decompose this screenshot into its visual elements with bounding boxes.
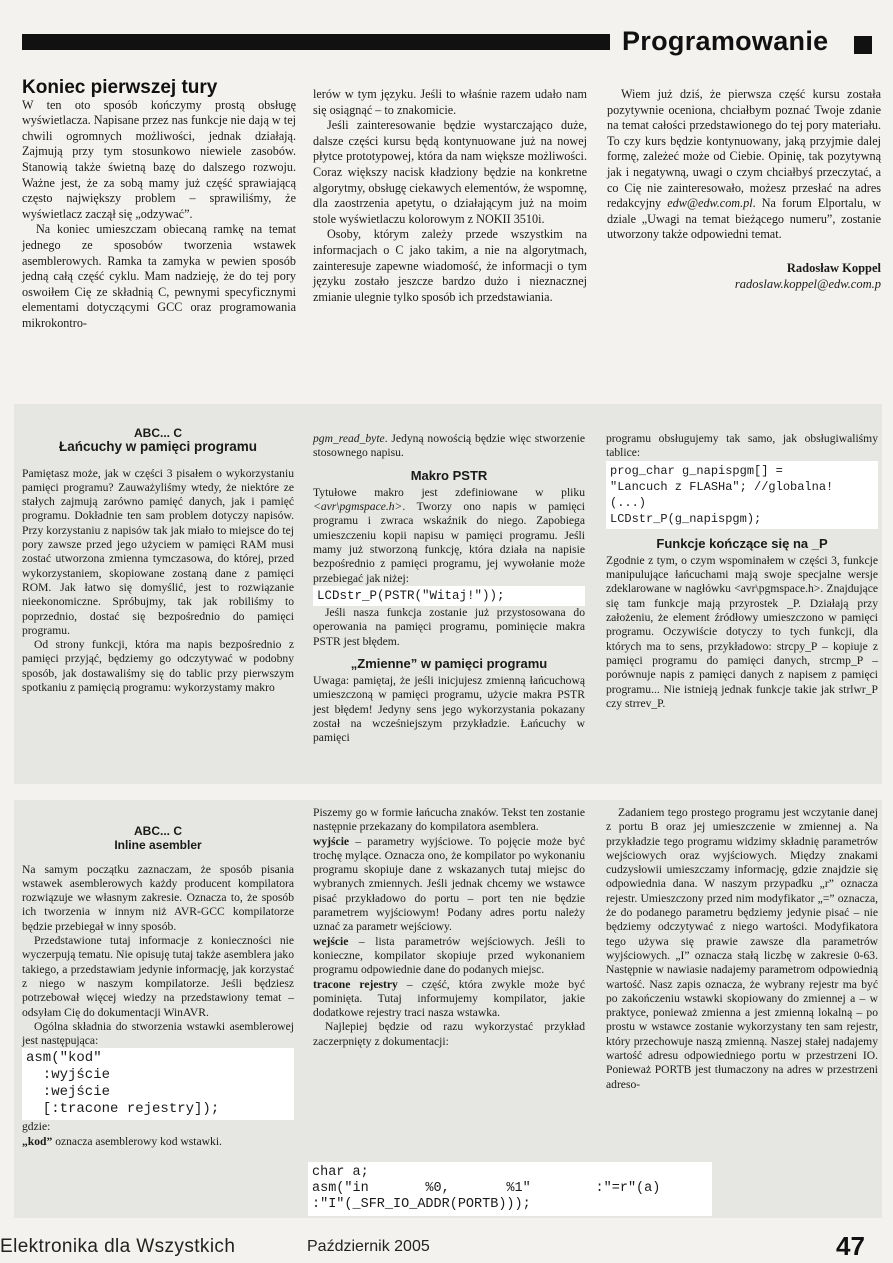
paragraph: Osoby, którym zależy przede wszystkim na informacjach o C jako takim, a nie na algorytmach, zainteresuje zapewne wiadomość, że informacji o tym języku zostało jeszcze bardzo dużo i nieznacznej zmianie ulegnie tylko sposób ich przedstawiania. — [313, 227, 587, 304]
box2-header-label: ABC... C — [134, 824, 182, 838]
paragraph-text: oznacza asemblerowy kod wstawki. — [52, 1134, 222, 1148]
paragraph: Jeśli nasza funkcja zostanie już przystosowana do operowania na pamięci programu, pominięcie makra PSTR jest błędem. — [313, 605, 585, 648]
paragraph: Ogólna składnia do stworzenia wstawki asemblerowej jest następująca: — [22, 1019, 294, 1048]
email-link[interactable]: edw@edw.com.pl — [667, 196, 753, 211]
box1-header-title: Łańcuchy w pamięci programu — [58, 439, 258, 455]
subheading-pstr: Makro PSTR — [410, 467, 488, 483]
code-block: LCDstr_P(PSTR("Witaj!")); — [313, 586, 585, 606]
paragraph: W ten oto sposób kończymy prostą obsługę wyświetlacza. Napisane przez nas funkcje nie dają w tej chwili ogromnych możliwości, jednak działają. Zajmują przy tym stosunkowo niewiele zasobów. Stanowią także świetną bazę do dalszego rozwoju. Ważne jest, że za sobą mamy już część sprawiającą często największy problem – sprawiliśmy, że wyświetlacz zaczął się „odzywać”. — [22, 97, 296, 221]
paragraph-text: . Tworzy ono napis w pamięci programu i zwraca wskaźnik do niego. Zapobiega umieszczeniu kopii napisu w pamięci programu. Jeśli mamy już stworzoną funkcję, która działa na napisie bezpośrednio z pamięci programu, jej wywołanie może przebiegać jak niżej: — [313, 500, 585, 585]
paragraph-text: . Na forum Elportalu, w dziale „Uwagi na temat bieżącego numeru”, zostanie utworzony także odpowiedni temat. — [607, 196, 881, 242]
paragraph: Jeśli zainteresowanie będzie wystarczająco duże, dalsze części kursu będą kontynuowane już na nowej płytce prototypowej, która da nam większe możliwości. Coraz większy nacisk kładziony będzie na konkretne algorytmy, obsługę ciekawych elementów, że wspomnę, dla zaostrzenia apetytu, o działającym już na moim stole wyświetlaczu kolorowym z NOKII 3510i. — [313, 118, 587, 226]
paragraph: Przedstawione tutaj informacje z konieczności nie wyczerpują tematu. Nie opisuję tutaj także asemblera jako takiego, a przedstawiam jedynie informację, jak korzystać z niego w naszym kompilatorze. Jeśli będziesz potrzebował więcej wiedzy na przedstawiony temat – odsyłam Cię do dokumentacji WinAVR. — [22, 934, 294, 1019]
paragraph: Zgodnie z tym, o czym wspominałem w części 3, funkcje manipulujące łańcuchami mają swoje specjalne wersje zdeklarowane w nagłówku <avr\pgmspace.h>. Znajdujące się tam funkcje mają przyrostek _P. Działają przy założeniu, że element źródłowy umieszczono w pamięci programu. Oczywiście dotyczy to tych funkcji, dla których ma to sens, przykładowo: strcpy_P – kopiuje z pamięci programu do pamięci danych, strcmp_P – porównuje napis z pamięci danych z napisem z pamięci programu... Nie istnieją jednak funkcje takie jak strlwr_P czy strrev_P. — [606, 553, 878, 710]
term: „kod” — [22, 1134, 53, 1148]
paragraph: Najlepiej będzie od razu wykorzystać przykład zaczerpnięty z dokumentacji: — [313, 1020, 585, 1048]
box2-col-3 — [606, 806, 878, 1092]
term: wejście — [313, 934, 349, 948]
box2-header — [22, 824, 294, 853]
box1-col-2 — [313, 432, 585, 746]
subheading-p-functions: Funkcje kończące się na _P — [656, 535, 828, 551]
paragraph-text: Wiem już dziś, że pierwsza część kursu została pozytywnie oceniona, chciałbym poznać Twoje zdanie na temat całości przedstawionego do tej pory materiału. To czy kurs będzie kontynuowany, jaką przyjmie dalej formę, zależeć może od Ciebie. Opinię, tak pozytywną jak i negatywną, uwagi o czym chciałbyś przeczytać, a co Cię nie zainteresowało, możesz przesłać na adres redakcyjny — [607, 87, 881, 211]
code-line: char a; — [312, 1165, 369, 1180]
article-col-1 — [22, 77, 296, 332]
section-title: Programowanie — [622, 26, 829, 56]
term: tracone rejestry — [313, 977, 398, 991]
paragraph-text: – parametry wyjściowe. To pojęcie może być trochę mylące. Oznacza ono, że kompilator po wykonaniu programu skopiuje dane z wskazanych tutaj miejsc do wybranych zmiennych. Jeśli jednak chcemy we wstawce pisać przykładowo do portu – port ten nie będzie parametrem wyjściowym! Podany adres portu należy uznać za parametr wejściowy. — [313, 834, 585, 934]
code-line: :"I"(_SFR_IO_ADDR(PORTB))); — [312, 1197, 531, 1212]
paragraph: Od strony funkcji, która ma napis bezpośrednio z pamięci przyjąć, będziemy go odczytywać w podobny sposób, jak dostawaliśmy się do tablic przy pierwszym spotkaniu z pamięcią programu: wykorzystamy makro — [22, 638, 294, 695]
header-bar — [22, 34, 610, 50]
paragraph-text: – lista parametrów wejściowych. Jeśli to konieczne, kompilator skopiuje przed wykonaniem programu odpowiednie dane do podanych miejsc. — [313, 934, 585, 977]
box1-col-1 — [22, 426, 294, 695]
article-title: Koniec pierwszej tury — [22, 77, 218, 98]
paragraph-text: Tytułowe makro jest zdefiniowane w pliku — [313, 485, 585, 499]
code-ref: pgm_read_byte — [313, 432, 385, 445]
paragraph — [313, 486, 585, 586]
paragraph: Piszemy go w formie łańcucha znaków. Tekst ten zostanie następnie przekazany do kompilatora asemblera. — [313, 806, 585, 834]
code-line: asm("in %0, %1" :"=r"(a) — [312, 1181, 661, 1196]
paragraph — [607, 87, 881, 243]
paragraph: Pamiętasz może, jak w części 3 pisałem o wykorzystaniu pamięci programu? Zauważyliśmy wtedy, że niektóre ze stałych zajmują zarówno pamięć danych, jak i pamięć programu. Dokładnie ten sam problem dotyczy napisów. Przy korzystaniu z napisów tak jak miało to miejsce do tej pory zawsze przed jego użyciem w pamięci RAM musi zostać utworzona zmienna tymczasowa, do której, przed wykorzystaniem, skopiowane zostaną dane z pamięci ROM. Jak łatwo się domyślić, jest to rozwiązanie nieekonomiczne. Spróbujmy, tak jak robiliśmy to poprzednio, dostać się bezpośrednio do pamięci programu. — [22, 466, 294, 637]
header-file-ref: <avr\pgmspace.h> — [313, 500, 403, 514]
author-email[interactable]: radoslaw.koppel@edw.com.p — [734, 276, 881, 291]
box1-col-3 — [606, 432, 878, 711]
article-col-2 — [313, 87, 587, 305]
code-block: prog_char g_napispgm[] = "Lancuch z FLASHa"; //globalna! (...) LCDstr_P(g_napispgm); — [606, 461, 878, 529]
paragraph: gdzie: — [22, 1120, 51, 1134]
issue-date: Październik 2005 — [307, 1238, 430, 1255]
box2-header-title: Inline asembler — [114, 838, 202, 853]
page-number: 47 — [836, 1231, 865, 1261]
paragraph: lerów w tym języku. Jeśli to właśnie razem udało nam się osiągnąć – to znakomicie. — [313, 87, 587, 117]
paragraph — [313, 978, 585, 1021]
box1-header-label: ABC... C — [134, 426, 182, 440]
paragraph: Na koniec umieszczam obiecaną ramkę na temat jednego ze sposobów tworzenia wstawek asemblerowych. Ramka ta zamyka w pewien sposób jedną całą część cyklu. Mam nadzieję, że do tej pory oswoiłem Cię ze składnią C, pewnymi specyficznymi elementami dotyczącymi GCC oraz programowania mikrokontro- — [22, 222, 296, 330]
box1-header — [22, 426, 294, 455]
paragraph: Na samym początku zaznaczam, że sposób pisania wstawek asemblerowych każdy producent kompilatora rozwiązuje we własnym zakresie. Oznacza to, że sposób ich tworzenia w innym niż AVR-GCC kompilatorze będzie przebiegał w inny sposób. — [22, 862, 294, 933]
author-name: Radosław Koppel — [786, 260, 881, 275]
paragraph — [313, 432, 585, 461]
paragraph-text: . Jedyną nowością będzie więc stworzenie stosownego napisu. — [313, 432, 585, 460]
paragraph: Zadaniem tego prostego programu jest wczytanie danej z portu B oraz jej umieszczenie w zmiennej a. Na przykładzie tego programu widzimy składnię parametrów wejściowych oraz wyjściowych. Między znakami cudzysłowii umieszczamy informację, gdzie znajdzie się odpowiednia dana. W naszym przypadku „r” oznacza rejestr. Umieszczony przed nim modyfikator „=” oznacza, że do podanego parametru będziemy jedynie pisać – nie będziemy odczytywać z niego wartości. Modyfikatora tego używa się prawie zawsze dla parametrów wyjściowych. „I” oznacza stałą liczbę w zakresie 0-63. Następnie w nawiasie nadajemy parametrom odpowiednią wartość. Nasz zapis oznacza, że wybrany rejestr ma być po zakończeniu wstawki skopiowany do zmiennej a – w praktyce, ponieważ zmienna a jest zmienną lokalną – po prostu w wstawce zostanie wykorzystany ten sam rejestr, który przechowuje naszą zmienną. Naszej stałej nadajemy wartość adresu odpowiedniego portu w przestrzeni IO. Ponieważ PORTB jest tłumaczony na adres w przestrzeni adreso- — [606, 806, 878, 1091]
code-block-example — [308, 1162, 712, 1216]
code-block: asm("kod" :wyjście :wejście [:tracone rejestry]); — [22, 1048, 294, 1120]
paragraph — [313, 835, 585, 935]
article-col-3 — [607, 87, 881, 292]
header-square — [854, 36, 872, 54]
magazine-name: Elektronika dla Wszystkich — [0, 1236, 236, 1257]
paragraph-text: – część, która zwykle może być pominięta. Tutaj informujemy kompilator, jakie dodatkowe rejestry traci nasza wstawka. — [313, 977, 585, 1020]
box2-col-1 — [22, 824, 294, 1149]
term: wyjście — [313, 834, 350, 848]
paragraph — [22, 1135, 294, 1149]
subheading-variables: „Zmienne” w pamięci programu — [350, 655, 548, 671]
paragraph: programu obsługujemy tak samo, jak obsługiwaliśmy tablice: — [606, 432, 878, 460]
paragraph: Uwaga: pamiętaj, że jeśli inicjujesz zmienną łańcuchową umieszczoną w pamięci programu, użycie makra PSTR jest błędem! Jedyny sens jego wykorzystania pokazany został na wcześniejszym przykładzie. Łańcuchy w pamięci — [313, 674, 585, 745]
paragraph — [313, 935, 585, 978]
box2-col-2 — [313, 806, 585, 1049]
